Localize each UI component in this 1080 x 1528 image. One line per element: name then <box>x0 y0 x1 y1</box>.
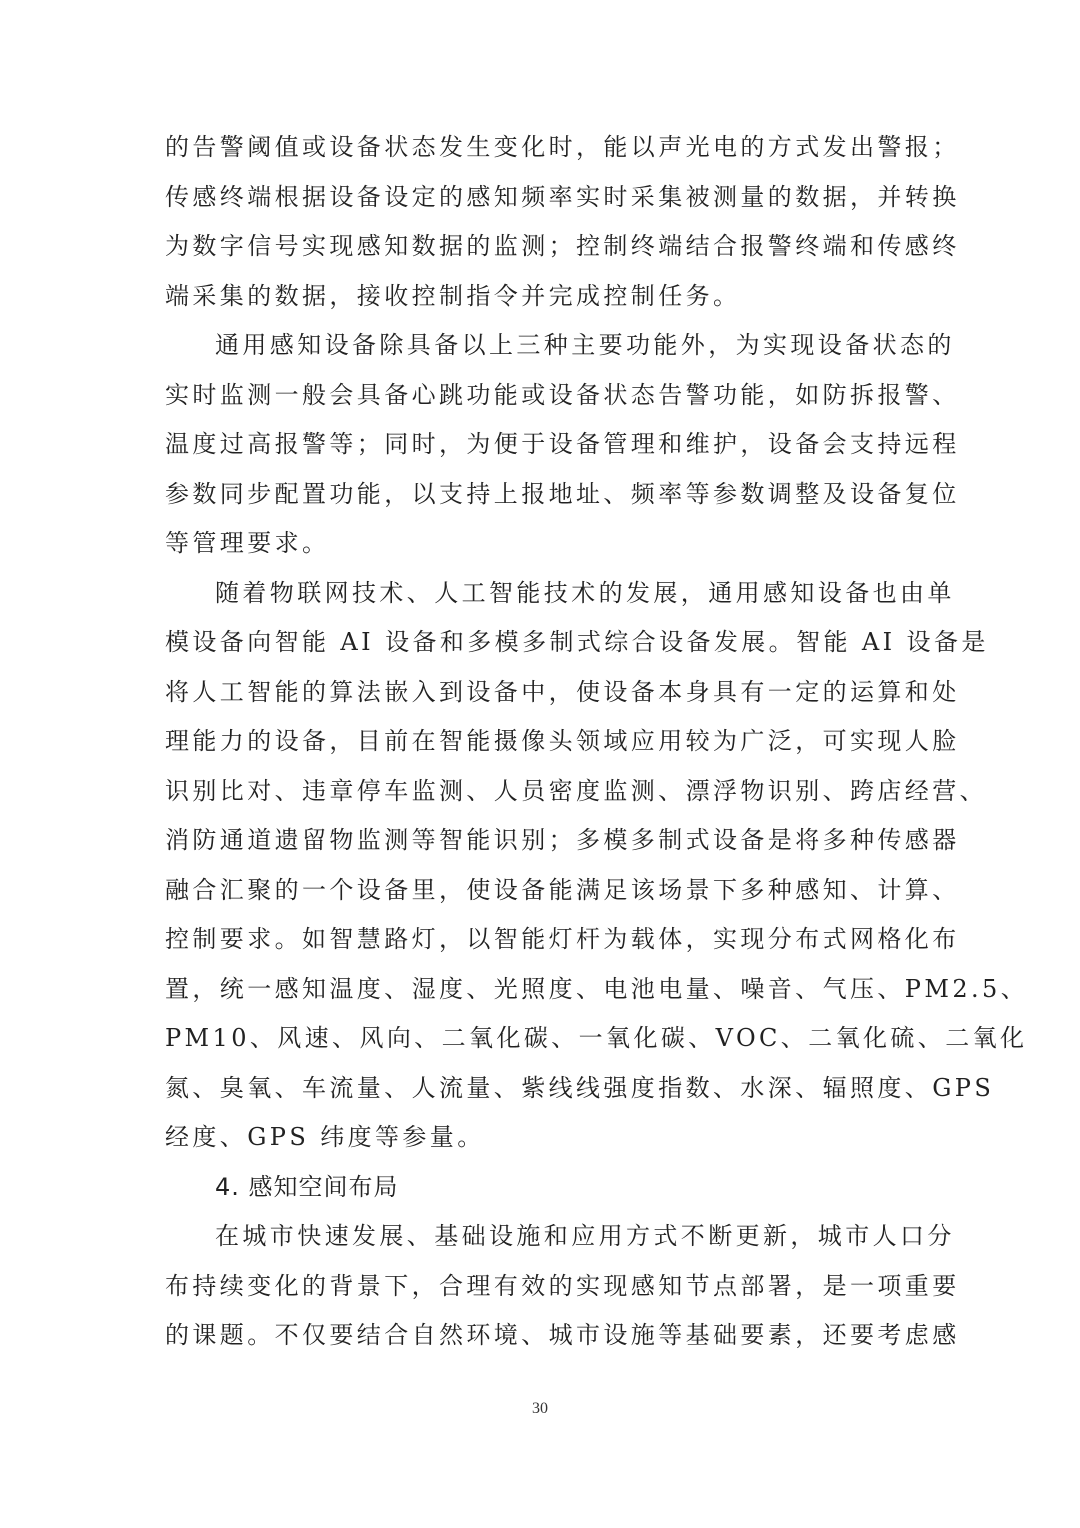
text-line: 消防通道遗留物监测等智能识别；多模多制式设备是将多种传感器 <box>165 826 960 854</box>
paragraph-general-functions <box>165 321 960 569</box>
text-line: 等管理要求。 <box>165 529 330 557</box>
page-number: 30 <box>532 1400 548 1417</box>
text-line: 端采集的数据，接收控制指令并完成控制任务。 <box>165 281 741 310</box>
paragraph-ai-multimode-devices <box>165 569 1029 1163</box>
text-line: 融合汇聚的一个设备里，使设备能满足该场景下多种感知、计算、 <box>165 875 960 904</box>
page-body <box>165 123 1029 1361</box>
text-line: 的告警阈值或设备状态发生变化时，能以声光电的方式发出警报； <box>165 133 960 161</box>
text-line: 经度、GPS 纬度等参量。 <box>165 1123 485 1151</box>
text-line: 为数字信号实现感知数据的监测；控制终端结合报警终端和传感终 <box>165 232 960 260</box>
text-line: 氮、臭氧、车流量、人流量、紫线线强度指数、水深、辐照度、GPS <box>165 1073 995 1102</box>
text-line: 布持续变化的背景下，合理有效的实现感知节点部署，是一项重要 <box>165 1271 960 1300</box>
text-line: 识别比对、违章停车监测、人员密度监测、漂浮物识别、跨店经营、 <box>165 776 987 805</box>
text-line: 置，统一感知温度、湿度、光照度、电池电量、噪音、气压、PM2.5、 <box>165 974 1029 1003</box>
text-line: 参数同步配置功能，以支持上报地址、频率等参数调整及设备复位 <box>165 479 960 508</box>
text-line: PM10、风速、风向、二氧化碳、一氧化碳、VOC、二氧化硫、二氧化 <box>165 1024 1028 1052</box>
paragraph-spatial-layout <box>165 1212 960 1361</box>
section-heading: 4. 感知空间布局 <box>215 1172 399 1201</box>
text-line: 随着物联网技术、人工智能技术的发展，通用感知设备也由单 <box>215 578 955 607</box>
text-line: 的课题。不仅要结合自然环境、城市设施等基础要素，还要考虑感 <box>165 1321 960 1349</box>
text-line: 温度过高报警等；同时，为便于设备管理和维护，设备会支持远程 <box>165 430 960 458</box>
text-line: 实时监测一般会具备心跳功能或设备状态告警功能，如防拆报警、 <box>165 380 960 409</box>
text-line: 将人工智能的算法嵌入到设备中，使设备本身具有一定的运算和处 <box>165 677 960 706</box>
text-line: 通用感知设备除具备以上三种主要功能外，为实现设备状态的 <box>215 331 955 359</box>
text-line: 传感终端根据设备设定的感知频率实时采集被测量的数据，并转换 <box>165 182 960 211</box>
text-line: 在城市快速发展、基础设施和应用方式不断更新，城市人口分 <box>215 1222 955 1250</box>
text-line: 模设备向智能 AI 设备和多模多制式综合设备发展。智能 AI 设备是 <box>165 628 989 656</box>
text-line: 控制要求。如智慧路灯，以智能灯杆为载体，实现分布式网格化布 <box>165 925 960 953</box>
paragraph-alarm-sensor-control <box>165 123 960 321</box>
text-line: 理能力的设备，目前在智能摄像头领域应用较为广泛，可实现人脸 <box>165 727 960 755</box>
